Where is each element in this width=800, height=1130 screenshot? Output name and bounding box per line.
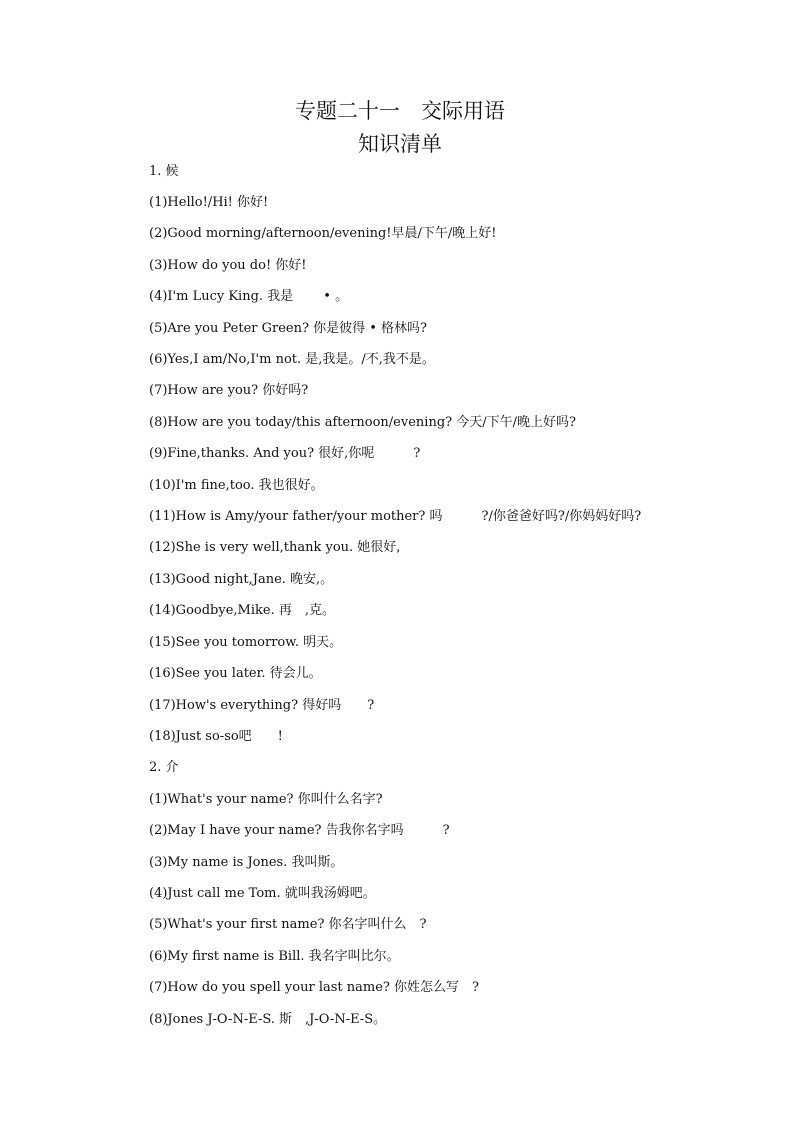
section-heading: 2. 介: [149, 760, 179, 775]
text-line: (2)Good morning/afternoon/evening!早晨/下午/晚上好!: [149, 226, 497, 241]
text-line: (7)How are you? 你好吗?: [149, 383, 309, 398]
document-subtitle: 知识清单: [358, 132, 442, 156]
text-line: (3)My name is Jones. 我叫斯。: [149, 855, 344, 870]
section-heading: 1. 候: [149, 164, 179, 179]
text-line: (18)Just so-so吧 !: [149, 729, 283, 744]
text-line: (1)Hello!/Hi! 你好!: [149, 195, 269, 210]
text-line: (6)Yes,I am/No,I'm not. 是,我是。/不,我不是。: [149, 352, 435, 367]
text-line: (8)How are you today/this afternoon/evening? 今天/下午/晚上好吗?: [149, 415, 576, 430]
text-line: (17)How's everything? 得好吗 ?: [149, 698, 375, 713]
text-line: (14)Goodbye,Mike. 再 ,克。: [149, 603, 335, 618]
text-line: (11)How is Amy/your father/your mother? 吗 ?/你爸爸好吗?/你妈妈好吗?: [149, 509, 642, 524]
text-line: (5)What's your first name? 你名字叫什么 ?: [149, 917, 427, 932]
text-line: (15)See you tomorrow. 明天。: [149, 635, 343, 650]
text-line: (1)What's your name? 你叫什么名字?: [149, 792, 383, 807]
text-line: (6)My first name is Bill. 我名字叫比尔。: [149, 949, 400, 964]
text-line: (10)I'm fine,too. 我也很好。: [149, 478, 324, 493]
text-line: (2)May I have your name? 告我你名字吗 ?: [149, 823, 450, 838]
text-line: (4)I'm Lucy King. 我是 • 。: [149, 289, 349, 304]
text-line: (4)Just call me Tom. 就叫我汤姆吧。: [149, 886, 376, 901]
text-line: (16)See you later. 待会儿。: [149, 666, 322, 681]
text-line: (13)Good night,Jane. 晚安,。: [149, 572, 334, 587]
text-line: (7)How do you spell your last name? 你姓怎么写 ?: [149, 980, 479, 995]
text-line: (8)Jones J-O-N-E-S. 斯 ,J-O-N-E-S。: [149, 1012, 387, 1027]
document-title: 专题二十一 交际用语: [295, 99, 505, 123]
text-line: (12)She is very well,thank you. 她很好,: [149, 540, 401, 555]
text-line: (9)Fine,thanks. And you? 很好,你呢 ?: [149, 446, 421, 461]
text-line: (5)Are you Peter Green? 你是彼得 • 格林吗?: [149, 321, 428, 336]
text-line: (3)How do you do! 你好!: [149, 258, 307, 273]
